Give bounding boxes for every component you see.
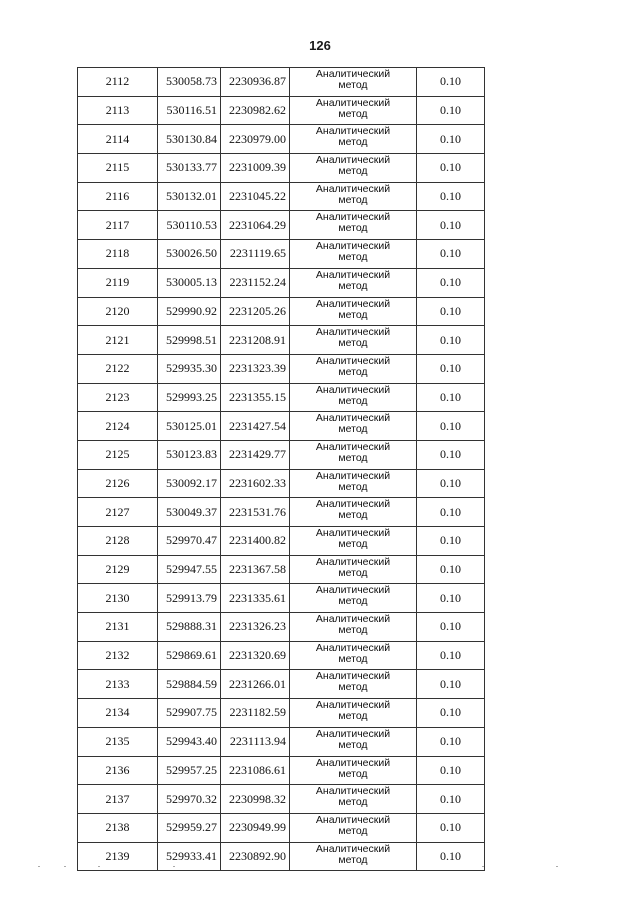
point-number-cell: 2128 [78, 527, 158, 556]
scan-speck [482, 866, 484, 867]
table-row [78, 727, 485, 756]
table-row [78, 297, 485, 326]
table-row [78, 326, 485, 355]
method-line-1: Аналитический [315, 412, 391, 425]
point-number-cell: 2135 [78, 727, 158, 756]
point-number-cell: 2126 [78, 469, 158, 498]
table-row [78, 440, 485, 469]
y-coordinate-cell: 2230936.87 [221, 68, 290, 97]
x-coordinate-cell: 530049.37 [158, 498, 221, 527]
method-line-2: метод [338, 79, 368, 91]
x-coordinate-cell: 529947.55 [158, 555, 221, 584]
y-coordinate-cell: 2231323.39 [221, 354, 290, 383]
x-coordinate-cell: 529993.25 [158, 383, 221, 412]
method-line-2: метод [338, 853, 368, 866]
method-line-2: метод [338, 136, 368, 149]
x-coordinate-cell: 530092.17 [158, 469, 221, 498]
point-number-cell: 2115 [78, 154, 158, 183]
error-cell: 0.10 [417, 670, 485, 699]
error-cell: 0.10 [417, 326, 485, 355]
method-cell [290, 412, 417, 441]
y-coordinate-cell: 2231326.23 [221, 613, 290, 642]
x-coordinate-cell: 530005.13 [158, 268, 221, 297]
error-cell: 0.10 [417, 383, 485, 412]
x-coordinate-cell: 529888.31 [158, 613, 221, 642]
method-line-2: метод [338, 451, 368, 464]
x-coordinate-cell: 530133.77 [158, 154, 221, 183]
method-line-2: метод [338, 279, 368, 292]
point-number-cell: 2119 [78, 268, 158, 297]
table-row [78, 813, 485, 842]
y-coordinate-cell: 2231367.58 [221, 555, 290, 584]
error-cell: 0.10 [417, 555, 485, 584]
table-row [78, 555, 485, 584]
x-coordinate-cell: 530058.73 [158, 68, 221, 97]
y-coordinate-cell: 2230892.90 [221, 842, 290, 871]
method-cell [290, 498, 417, 527]
method-line-2: метод [338, 107, 368, 120]
method-line-1: Аналитический [315, 268, 391, 281]
method-line-2: метод [338, 538, 368, 550]
method-cell [290, 182, 417, 211]
method-line-1: Аналитический [315, 670, 391, 683]
method-line-1: Аналитический [315, 240, 391, 253]
y-coordinate-cell: 2231208.91 [221, 326, 290, 355]
method-cell [290, 297, 417, 326]
y-coordinate-cell: 2230982.62 [221, 96, 290, 125]
point-number-cell: 2124 [78, 412, 158, 441]
method-cell [290, 211, 417, 240]
y-coordinate-cell: 2231335.61 [221, 584, 290, 613]
point-number-cell: 2136 [78, 756, 158, 785]
point-number-cell: 2122 [78, 354, 158, 383]
point-number-cell: 2125 [78, 440, 158, 469]
x-coordinate-cell: 529998.51 [158, 326, 221, 355]
table-row [78, 412, 485, 441]
coordinates-table [77, 67, 485, 871]
y-coordinate-cell: 2231086.61 [221, 756, 290, 785]
method-cell [290, 670, 417, 699]
coordinates-table-body [78, 68, 485, 871]
y-coordinate-cell: 2231119.65 [221, 240, 290, 269]
point-number-cell: 2138 [78, 813, 158, 842]
error-cell: 0.10 [417, 699, 485, 728]
error-cell: 0.10 [417, 498, 485, 527]
method-cell [290, 354, 417, 383]
point-number-cell: 2112 [78, 68, 158, 97]
x-coordinate-cell: 529959.27 [158, 813, 221, 842]
point-number-cell: 2134 [78, 699, 158, 728]
method-cell [290, 469, 417, 498]
point-number-cell: 2123 [78, 383, 158, 412]
method-line-2: метод [338, 394, 368, 407]
y-coordinate-cell: 2231320.69 [221, 641, 290, 670]
method-line-1: Аналитический [315, 469, 391, 482]
x-coordinate-cell: 530116.51 [158, 96, 221, 125]
x-coordinate-cell: 530026.50 [158, 240, 221, 269]
error-cell: 0.10 [417, 211, 485, 240]
method-cell [290, 96, 417, 125]
error-cell: 0.10 [417, 268, 485, 297]
x-coordinate-cell: 530123.83 [158, 440, 221, 469]
table-row [78, 240, 485, 269]
method-line-1: Аналитический [315, 326, 391, 339]
method-cell [290, 268, 417, 297]
method-line-1: Аналитический [315, 498, 391, 511]
x-coordinate-cell: 529869.61 [158, 641, 221, 670]
y-coordinate-cell: 2231113.94 [221, 727, 290, 756]
y-coordinate-cell: 2231205.26 [221, 297, 290, 326]
method-cell [290, 613, 417, 642]
table-row [78, 785, 485, 814]
x-coordinate-cell: 529935.30 [158, 354, 221, 383]
method-line-2: метод [338, 624, 368, 637]
scan-speck [64, 866, 66, 867]
error-cell: 0.10 [417, 727, 485, 756]
method-line-1: Аналитический [315, 211, 391, 224]
method-line-1: Аналитический [315, 527, 391, 539]
x-coordinate-cell: 529957.25 [158, 756, 221, 785]
method-line-1: Аналитический [315, 96, 391, 109]
method-line-1: Аналитический [315, 813, 391, 826]
table-row [78, 268, 485, 297]
error-cell: 0.10 [417, 641, 485, 670]
error-cell: 0.10 [417, 785, 485, 814]
method-cell [290, 813, 417, 842]
error-cell: 0.10 [417, 813, 485, 842]
y-coordinate-cell: 2231355.15 [221, 383, 290, 412]
error-cell: 0.10 [417, 68, 485, 97]
page-number: 126 [309, 38, 331, 53]
table-row [78, 154, 485, 183]
table-row [78, 527, 485, 556]
method-line-1: Аналитический [315, 383, 391, 396]
table-row [78, 383, 485, 412]
table-row [78, 756, 485, 785]
error-cell: 0.10 [417, 125, 485, 154]
table-row [78, 125, 485, 154]
x-coordinate-cell: 529907.75 [158, 699, 221, 728]
point-number-cell: 2117 [78, 211, 158, 240]
point-number-cell: 2130 [78, 584, 158, 613]
y-coordinate-cell: 2231009.39 [221, 154, 290, 183]
method-line-2: метод [338, 681, 368, 694]
y-coordinate-cell: 2231064.29 [221, 211, 290, 240]
table-row [78, 96, 485, 125]
scan-speck [173, 866, 175, 867]
x-coordinate-cell: 529943.40 [158, 727, 221, 756]
method-cell [290, 584, 417, 613]
method-line-2: метод [338, 193, 368, 206]
table-row [78, 498, 485, 527]
method-line-1: Аналитический [315, 154, 391, 167]
method-line-1: Аналитический [315, 68, 391, 80]
method-line-1: Аналитический [315, 842, 391, 855]
method-line-2: метод [338, 423, 368, 436]
method-cell [290, 641, 417, 670]
table-row [78, 670, 485, 699]
table-row [78, 354, 485, 383]
x-coordinate-cell: 529970.47 [158, 527, 221, 556]
point-number-cell: 2121 [78, 326, 158, 355]
table-row [78, 469, 485, 498]
method-line-1: Аналитический [315, 699, 391, 712]
scan-speck [556, 866, 558, 867]
error-cell: 0.10 [417, 469, 485, 498]
point-number-cell: 2131 [78, 613, 158, 642]
x-coordinate-cell: 530132.01 [158, 182, 221, 211]
table-row [78, 211, 485, 240]
method-cell [290, 326, 417, 355]
error-cell: 0.10 [417, 412, 485, 441]
error-cell: 0.10 [417, 584, 485, 613]
point-number-cell: 2137 [78, 785, 158, 814]
y-coordinate-cell: 2231429.77 [221, 440, 290, 469]
x-coordinate-cell: 529884.59 [158, 670, 221, 699]
error-cell: 0.10 [417, 527, 485, 556]
table-row [78, 699, 485, 728]
method-line-1: Аналитический [315, 584, 391, 597]
error-cell: 0.10 [417, 756, 485, 785]
method-line-1: Аналитический [315, 354, 391, 367]
error-cell: 0.10 [417, 354, 485, 383]
method-line-2: метод [338, 767, 368, 780]
point-number-cell: 2116 [78, 182, 158, 211]
error-cell: 0.10 [417, 96, 485, 125]
error-cell: 0.10 [417, 240, 485, 269]
method-line-1: Аналитический [315, 785, 391, 798]
y-coordinate-cell: 2231531.76 [221, 498, 290, 527]
y-coordinate-cell: 2231266.01 [221, 670, 290, 699]
method-line-1: Аналитический [315, 613, 391, 626]
method-line-2: метод [338, 566, 368, 579]
y-coordinate-cell: 2230979.00 [221, 125, 290, 154]
method-line-2: метод [338, 509, 368, 522]
point-number-cell: 2120 [78, 297, 158, 326]
table-row [78, 182, 485, 211]
error-cell: 0.10 [417, 440, 485, 469]
error-cell: 0.10 [417, 182, 485, 211]
method-cell [290, 154, 417, 183]
method-line-2: метод [338, 308, 368, 321]
method-line-2: метод [338, 738, 368, 751]
method-cell [290, 727, 417, 756]
method-line-1: Аналитический [315, 125, 391, 138]
x-coordinate-cell: 530130.84 [158, 125, 221, 154]
method-line-2: метод [338, 796, 368, 809]
error-cell: 0.10 [417, 297, 485, 326]
error-cell: 0.10 [417, 154, 485, 183]
method-line-2: метод [338, 824, 368, 837]
y-coordinate-cell: 2231182.59 [221, 699, 290, 728]
y-coordinate-cell: 2231602.33 [221, 469, 290, 498]
point-number-cell: 2129 [78, 555, 158, 584]
method-cell [290, 785, 417, 814]
method-line-2: метод [338, 222, 368, 235]
y-coordinate-cell: 2231045.22 [221, 182, 290, 211]
x-coordinate-cell: 529913.79 [158, 584, 221, 613]
method-line-1: Аналитический [315, 727, 391, 740]
x-coordinate-cell: 530125.01 [158, 412, 221, 441]
method-line-1: Аналитический [315, 182, 391, 195]
method-line-1: Аналитический [315, 440, 391, 453]
y-coordinate-cell: 2230949.99 [221, 813, 290, 842]
table-row [78, 641, 485, 670]
method-cell [290, 440, 417, 469]
method-line-2: метод [338, 165, 368, 178]
x-coordinate-cell: 529933.41 [158, 842, 221, 871]
method-cell [290, 68, 417, 97]
method-cell [290, 756, 417, 785]
method-cell [290, 240, 417, 269]
point-number-cell: 2114 [78, 125, 158, 154]
point-number-cell: 2127 [78, 498, 158, 527]
method-cell [290, 383, 417, 412]
method-line-2: метод [338, 251, 368, 264]
point-number-cell: 2132 [78, 641, 158, 670]
x-coordinate-cell: 529970.32 [158, 785, 221, 814]
x-coordinate-cell: 529990.92 [158, 297, 221, 326]
method-cell [290, 125, 417, 154]
x-coordinate-cell: 530110.53 [158, 211, 221, 240]
point-number-cell: 2113 [78, 96, 158, 125]
method-line-1: Аналитический [315, 297, 391, 310]
y-coordinate-cell: 2231400.82 [221, 527, 290, 556]
method-line-2: метод [338, 710, 368, 723]
scan-specks [0, 866, 640, 870]
table-row [78, 613, 485, 642]
method-line-1: Аналитический [315, 756, 391, 769]
method-line-2: метод [338, 365, 368, 378]
method-cell [290, 555, 417, 584]
method-cell [290, 527, 417, 556]
error-cell: 0.10 [417, 613, 485, 642]
method-cell [290, 699, 417, 728]
method-line-2: метод [338, 337, 368, 350]
y-coordinate-cell: 2231152.24 [221, 268, 290, 297]
point-number-cell: 2133 [78, 670, 158, 699]
method-line-1: Аналитический [315, 555, 391, 568]
table-row [78, 584, 485, 613]
method-line-2: метод [338, 652, 368, 665]
error-cell: 0.10 [417, 842, 485, 871]
y-coordinate-cell: 2231427.54 [221, 412, 290, 441]
method-line-1: Аналитический [315, 641, 391, 654]
table-row [78, 68, 485, 97]
scan-speck [38, 866, 40, 867]
point-number-cell: 2118 [78, 240, 158, 269]
scan-speck [98, 866, 100, 867]
point-number-cell: 2139 [78, 842, 158, 871]
y-coordinate-cell: 2230998.32 [221, 785, 290, 814]
method-line-2: метод [338, 595, 368, 608]
method-line-2: метод [338, 480, 368, 493]
